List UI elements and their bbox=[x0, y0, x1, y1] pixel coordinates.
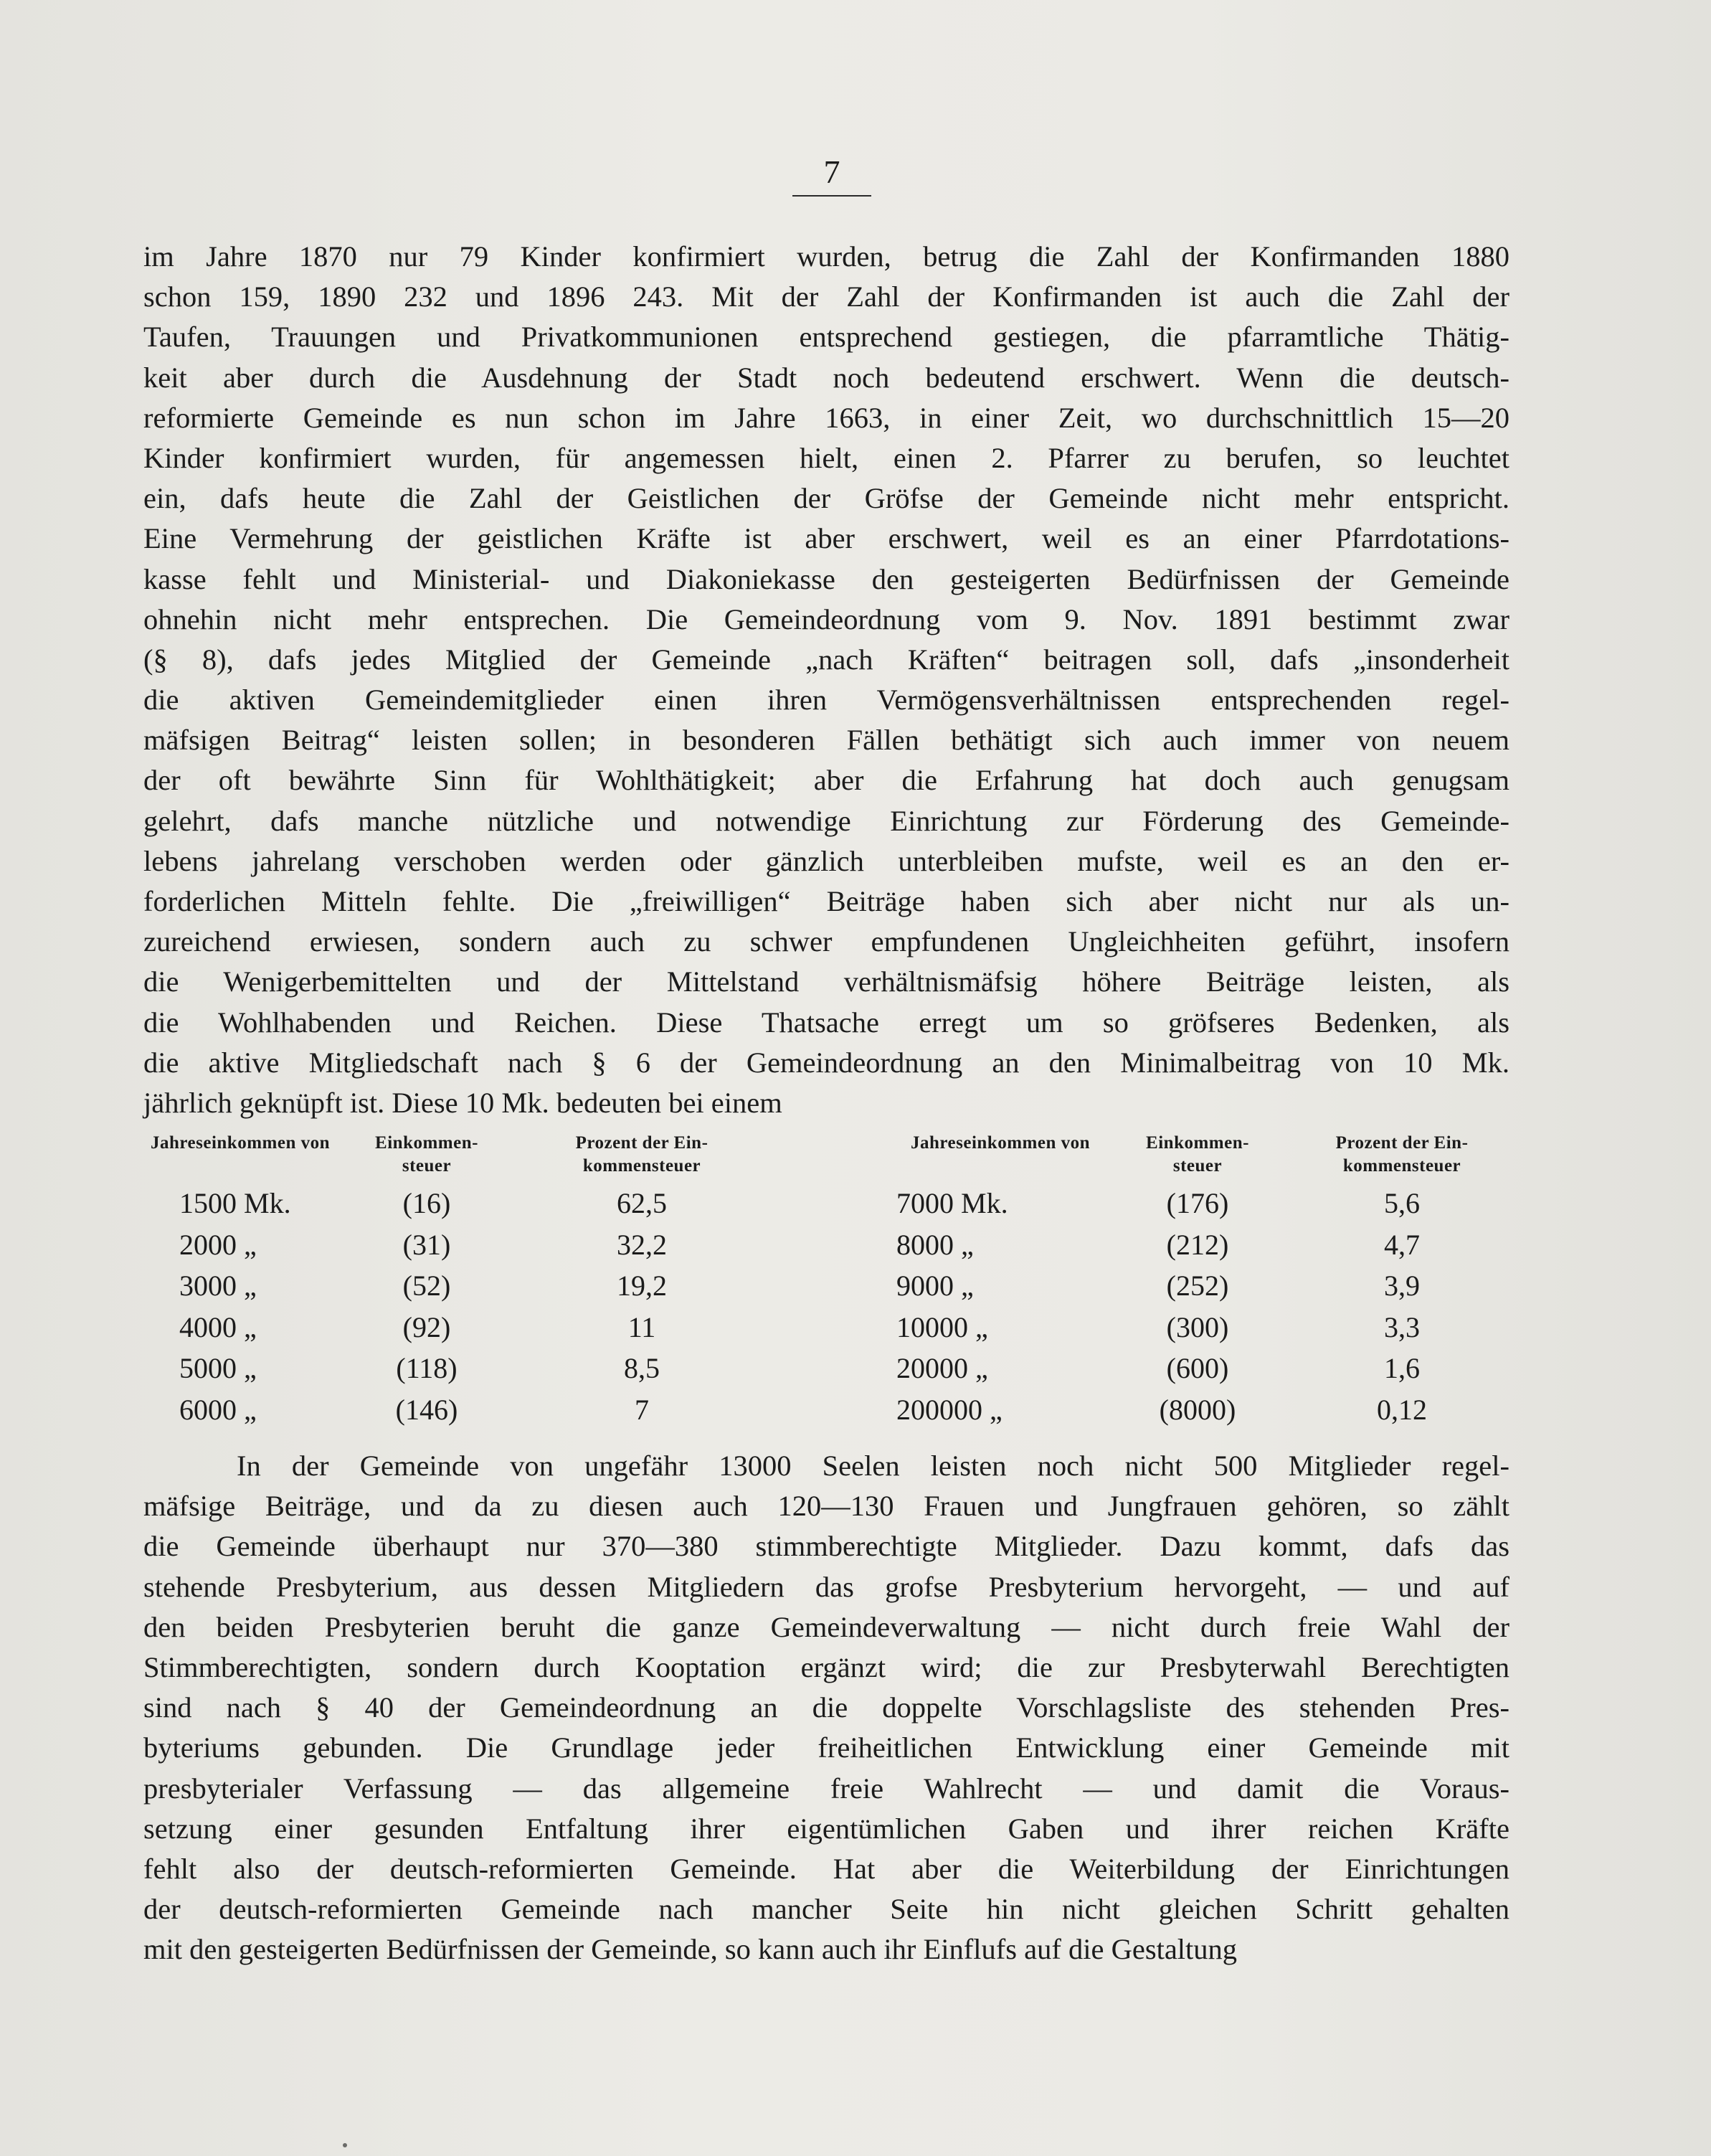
table-cell-income: 2000 „ bbox=[179, 1228, 257, 1261]
text-line: die aktive Mitgliedschaft nach § 6 der Gemeindeordnung an den Minimalbeitrag von 10 Mk. bbox=[143, 1046, 1509, 1079]
text-line: stehende Presbyterium, aus dessen Mitgliedern das grofse Presbyterium hervorgeht, — und auf bbox=[143, 1570, 1509, 1603]
table-cell-percent: 11 bbox=[627, 1310, 656, 1343]
text-line: mit den gesteigerten Bedürfnissen der Gemeinde, so kann auch ihr Einflufs auf die Gestaltung bbox=[143, 1933, 1238, 1966]
table-cell-percent: 0,12 bbox=[1377, 1393, 1427, 1426]
header-tax-left: Einkommen-steuer bbox=[375, 1133, 478, 1176]
paragraph-2 bbox=[143, 1446, 1509, 1970]
text-line: Stimmberechtigten, sondern durch Kooptation ergänzt wird; die zur Presbyterwahl Berechtigten bbox=[143, 1650, 1509, 1683]
text-line: die Wenigerbemittelten und der Mittelstand verhältnismäfsig höhere Beiträge leisten, als bbox=[143, 965, 1509, 998]
text-line: jährlich geknüpft ist. Diese 10 Mk. bedeuten bei einem bbox=[143, 1086, 782, 1119]
table-cell-income: 6000 „ bbox=[179, 1393, 257, 1426]
table-cell-income: 3000 „ bbox=[179, 1270, 257, 1302]
text-line: byteriums gebunden. Die Grundlage jeder freiheitlichen Entwicklung einer Gemeinde mit bbox=[143, 1731, 1509, 1764]
text-line: schon 159, 1890 232 und 1896 243. Mit der Zahl der Konfirmanden ist auch die Zahl der bbox=[143, 280, 1509, 313]
table-cell-tax: (8000) bbox=[1159, 1393, 1236, 1426]
text-line: In der Gemeinde von ungefähr 13000 Seelen leisten noch nicht 500 Mitglieder regel- bbox=[237, 1450, 1509, 1482]
table-cell-percent: 4,7 bbox=[1384, 1228, 1420, 1261]
text-line: den beiden Presbyterien beruht die ganze Gemeindeverwaltung — nicht durch freie Wahl der bbox=[143, 1610, 1509, 1643]
table-cell-tax: (600) bbox=[1166, 1352, 1229, 1384]
text-line: der oft bewährte Sinn für Wohlthätigkeit; aber die Erfahrung hat doch auch genugsam bbox=[143, 764, 1509, 797]
text-line: die aktiven Gemeindemitglieder einen ihren Vermögensverhältnissen entsprechenden regel- bbox=[143, 684, 1509, 717]
table-cell-tax: (31) bbox=[402, 1228, 451, 1261]
text-line: im Jahre 1870 nur 79 Kinder konfirmiert wurden, betrug die Zahl der Konfirmanden 1880 bbox=[143, 240, 1509, 273]
table-cell-income: 1500 Mk. bbox=[179, 1187, 291, 1219]
text-line: kasse fehlt und Ministerial- und Diakoniekasse den gesteigerten Bedürfnissen der Gemeinde bbox=[143, 562, 1509, 595]
table-cell-tax: (52) bbox=[402, 1270, 451, 1302]
header-income-right: Jahreseinkommen von bbox=[910, 1133, 1091, 1153]
table-cell-tax: (16) bbox=[402, 1187, 451, 1219]
header-percent-left: Prozent der Ein-kommensteuer bbox=[575, 1133, 708, 1176]
text-line: die Gemeinde überhaupt nur 370—380 stimmberechtigte Mitglieder. Dazu kommt, dafs das bbox=[143, 1530, 1509, 1563]
tax-table bbox=[147, 1132, 1506, 1426]
text-line: der deutsch-reformierten Gemeinde nach mancher Seite hin nicht gleichen Schritt gehalten bbox=[143, 1893, 1509, 1926]
table-cell-percent: 7 bbox=[635, 1393, 649, 1426]
text-line: reformierte Gemeinde es nun schon im Jahre 1663, in einer Zeit, wo durchschnittlich 15—20 bbox=[143, 401, 1509, 434]
text-line: presbyterialer Verfassung — das allgemeine freie Wahlrecht — und damit die Voraus- bbox=[143, 1772, 1509, 1805]
table-cell-income: 8000 „ bbox=[896, 1228, 974, 1261]
text-line: sind nach § 40 der Gemeindeordnung an die doppelte Vorschlagsliste des stehenden Pres- bbox=[143, 1691, 1509, 1724]
text-line: die Wohlhabenden und Reichen. Diese Thatsache erregt um so gröfseres Bedenken, als bbox=[143, 1006, 1509, 1039]
table-cell-percent: 3,3 bbox=[1384, 1310, 1420, 1343]
text-line: mäfsigen Beitrag“ leisten sollen; in besonderen Fällen bethätigt sich auch immer von neuem bbox=[143, 724, 1509, 757]
table-cell-percent: 1,6 bbox=[1384, 1352, 1420, 1384]
text-line: keit aber durch die Ausdehnung der Stadt noch bedeutend erschwert. Wenn die deutsch- bbox=[143, 361, 1509, 394]
table-cell-income: 7000 Mk. bbox=[896, 1187, 1008, 1219]
header-income-left: Jahreseinkommen von bbox=[150, 1133, 331, 1153]
header-tax-right: Einkommen-steuer bbox=[1146, 1133, 1249, 1176]
text-line: setzung einer gesunden Entfaltung ihrer eigentümlichen Gaben und ihrer reichen Kräfte bbox=[143, 1812, 1509, 1845]
table-cell-tax: (212) bbox=[1166, 1228, 1229, 1261]
header-percent-right: Prozent der Ein-kommensteuer bbox=[1335, 1133, 1469, 1176]
table-cell-percent: 62,5 bbox=[617, 1187, 667, 1219]
table-cell-income: 10000 „ bbox=[896, 1310, 988, 1343]
text-line: Kinder konfirmiert wurden, für angemessen hielt, einen 2. Pfarrer zu berufen, so leuchtet bbox=[143, 441, 1509, 474]
table-cell-percent: 8,5 bbox=[624, 1352, 660, 1384]
paragraph-1 bbox=[143, 237, 1509, 1123]
text-line: ohnehin nicht mehr entsprechen. Die Gemeindeordnung vom 9. Nov. 1891 bestimmt zwar bbox=[143, 602, 1509, 635]
table-cell-income: 5000 „ bbox=[179, 1352, 257, 1384]
text-line: ein, dafs heute die Zahl der Geistlichen der Gröfse der Gemeinde nicht mehr entspricht. bbox=[143, 482, 1509, 515]
table-cell-tax: (146) bbox=[395, 1393, 458, 1426]
paper-speck bbox=[343, 2143, 347, 2147]
text-line: (§ 8), dafs jedes Mitglied der Gemeinde „nach Kräften“ beitragen soll, dafs „insonderheit bbox=[143, 643, 1509, 676]
text-line: Taufen, Trauungen und Privatkommunionen entsprechend gestiegen, die pfarramtliche Thätig- bbox=[143, 321, 1509, 354]
table-cell-percent: 32,2 bbox=[617, 1228, 667, 1261]
table-cell-income: 200000 „ bbox=[896, 1393, 1003, 1426]
table-cell-tax: (118) bbox=[396, 1352, 458, 1384]
table-cell-percent: 5,6 bbox=[1384, 1187, 1420, 1219]
table-cell-income: 20000 „ bbox=[896, 1352, 988, 1384]
table-cell-tax: (300) bbox=[1166, 1310, 1229, 1343]
page-number: 7 bbox=[823, 153, 840, 190]
text-line: Eine Vermehrung der geistlichen Kräfte ist aber erschwert, weil es an einer Pfarrdotations- bbox=[143, 522, 1509, 555]
table-cell-tax: (176) bbox=[1166, 1187, 1229, 1219]
table-cell-percent: 19,2 bbox=[617, 1270, 667, 1302]
text-line: gelehrt, dafs manche nützliche und notwendige Einrichtung zur Förderung des Gemeinde- bbox=[143, 804, 1509, 837]
table-cell-tax: (92) bbox=[402, 1310, 451, 1343]
page-number-rule bbox=[792, 195, 871, 197]
text-line: lebens jahrelang verschoben werden oder gänzlich unterbleiben mufste, weil es an den er- bbox=[143, 844, 1509, 877]
table-cell-income: 9000 „ bbox=[896, 1270, 974, 1302]
text-line: fehlt also der deutsch-reformierten Gemeinde. Hat aber die Weiterbildung der Einrichtungen bbox=[143, 1852, 1509, 1885]
text-line: mäfsige Beiträge, und da zu diesen auch 120—130 Frauen und Jungfrauen gehören, so zählt bbox=[143, 1490, 1509, 1523]
table-cell-tax: (252) bbox=[1166, 1270, 1229, 1302]
table-cell-percent: 3,9 bbox=[1384, 1270, 1420, 1302]
text-line: forderlichen Mitteln fehlte. Die „freiwilligen“ Beiträge haben sich aber nicht nur als un- bbox=[143, 885, 1509, 917]
table-cell-income: 4000 „ bbox=[179, 1310, 257, 1343]
text-line: zureichend erwiesen, sondern auch zu schwer empfundenen Ungleichheiten geführt, insofern bbox=[143, 925, 1509, 958]
